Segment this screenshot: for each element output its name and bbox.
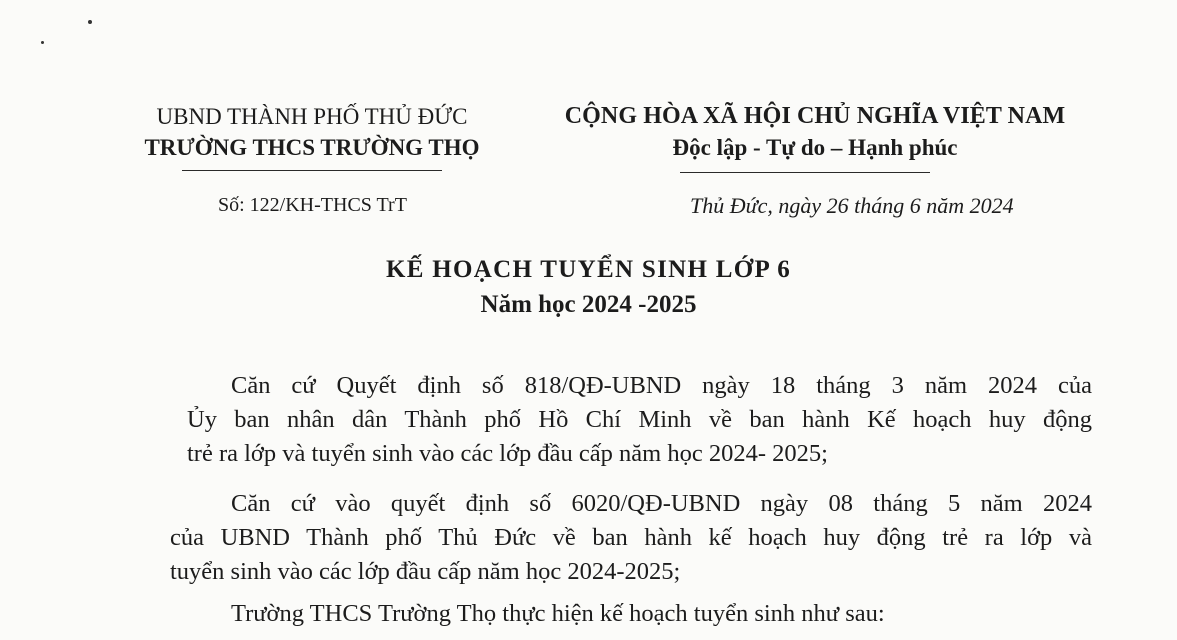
issuing-agency-block — [112, 101, 512, 164]
national-heading-block — [530, 101, 1100, 164]
scan-speck — [88, 20, 92, 24]
scan-speck — [41, 41, 44, 44]
document-number: Số: 122/KH-THCS TrT — [218, 194, 407, 216]
document-title: KẾ HOẠCH TUYỂN SINH LỚP 6 — [385, 256, 792, 283]
paragraph-3 — [187, 597, 1092, 631]
motto-underline — [680, 172, 930, 173]
agency-underline — [182, 170, 442, 171]
national-motto: Độc lập - Tự do – Hạnh phúc — [672, 135, 958, 160]
paragraph-line: Trường THCS Trường Thọ thực hiện kế hoạch tuyển sinh như sau: — [231, 600, 885, 627]
school-year: Năm học 2024 -2025 — [480, 291, 697, 318]
agency-name: UBND THÀNH PHỐ THỦ ĐỨC — [156, 104, 468, 129]
school-name: TRƯỜNG THCS TRƯỜNG THỌ — [144, 135, 480, 160]
paragraph-line: của UBND Thành phố Thủ Đức về ban hành kế hoạch huy động trẻ ra lớp và — [170, 524, 1092, 551]
paragraph-1 — [187, 369, 1092, 471]
national-title: CỘNG HÒA XÃ HỘI CHỦ NGHĨA VIỆT NAM — [564, 103, 1066, 129]
paragraph-line: Căn cứ vào quyết định số 6020/QĐ-UBND ngày 08 tháng 5 năm 2024 — [231, 490, 1092, 517]
paragraph-line: tuyển sinh vào các lớp đầu cấp năm học 2024-2025; — [170, 558, 681, 585]
paragraph-2 — [170, 487, 1092, 589]
paragraph-line: trẻ ra lớp và tuyển sinh vào các lớp đầu cấp năm học 2024- 2025; — [187, 440, 828, 467]
paragraph-line: Ủy ban nhân dân Thành phố Hồ Chí Minh về ban hành Kế hoạch huy động — [187, 406, 1092, 433]
paragraph-line: Căn cứ Quyết định số 818/QĐ-UBND ngày 18 tháng 3 năm 2024 của — [231, 372, 1092, 399]
place-date: Thủ Đức, ngày 26 tháng 6 năm 2024 — [690, 193, 1014, 218]
